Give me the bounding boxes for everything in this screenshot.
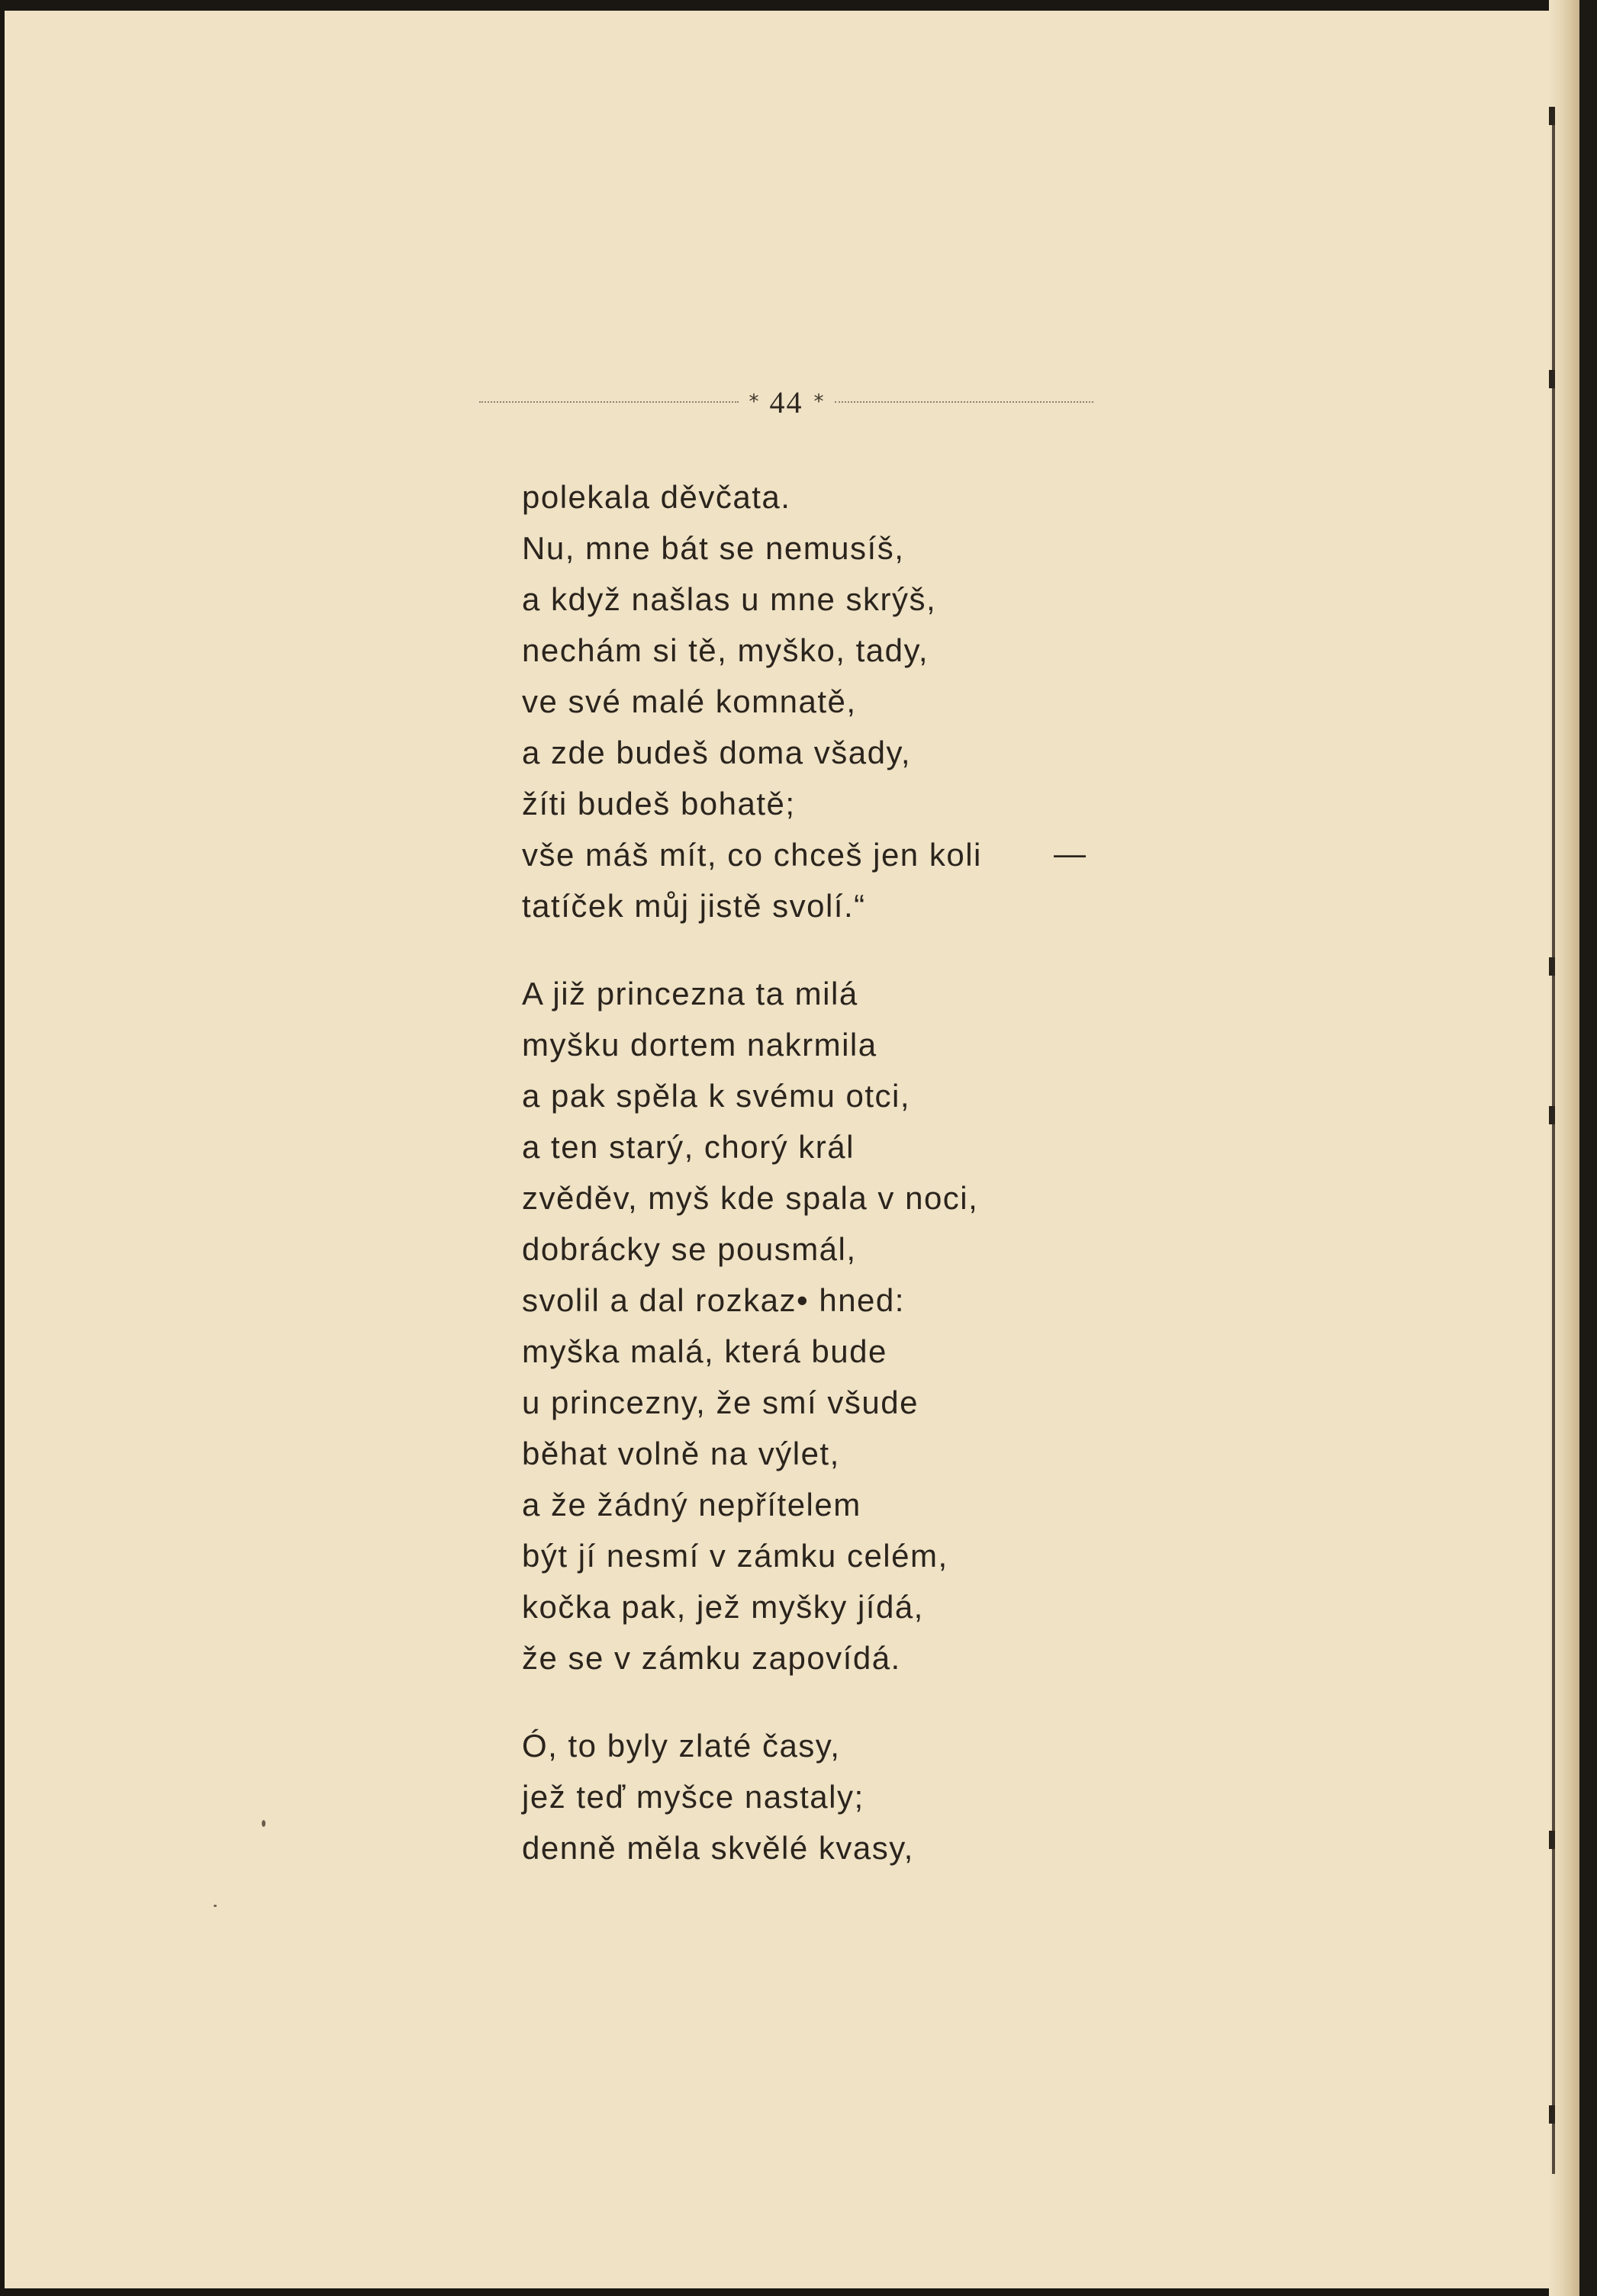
verse-line: být jí nesmí v zámku celém, (522, 1538, 948, 1574)
verse-line: a ten starý, chorý král (522, 1129, 855, 1165)
spine-mark (1549, 107, 1555, 125)
verse-line: ve své malé komnatě, (522, 683, 857, 719)
scan-border-right (1579, 0, 1597, 2296)
verse-line: Nu, mne bát se nemusíš, (522, 530, 905, 566)
verse-line: myšku dortem nakrmila (522, 1027, 877, 1063)
star-ornament-icon: * (813, 391, 824, 413)
header-rule-right (835, 401, 1094, 403)
verse-line: jež teď myšce nastaly; (522, 1779, 865, 1815)
verse-line: dobrácky se pousmál, (522, 1231, 857, 1267)
paper-speck (262, 1820, 266, 1827)
stanza-break (522, 931, 1384, 968)
verse-line: a když našlas u mne skrýš, (522, 581, 937, 617)
stanza (522, 1720, 1384, 1873)
verse-line: a pak spěla k svému otci, (522, 1078, 911, 1114)
spine-shadow-line (1552, 114, 1555, 2174)
verse-line: zvěděv, myš kde spala v noci, (522, 1180, 979, 1216)
verse-line: A již princezna ta milá (522, 976, 858, 1011)
stanza (522, 968, 1384, 1683)
verse-line: polekala děvčata. (522, 479, 791, 515)
verse-line: denně měla skvělé kvasy, (522, 1830, 914, 1866)
header-rule-left (479, 401, 739, 403)
spine-mark (1549, 370, 1555, 388)
spine-mark (1549, 2105, 1555, 2124)
spine-mark (1549, 957, 1555, 976)
page-header (479, 385, 1093, 419)
scan-border-bottom (0, 2288, 1597, 2296)
verse-line: a zde budeš doma všady, (522, 735, 912, 770)
page-number: 44 (769, 384, 803, 420)
verse-line: kočka pak, jež myšky jídá, (522, 1589, 924, 1625)
spine-mark (1549, 1831, 1555, 1849)
stanza-break (522, 1683, 1384, 1720)
stanza (522, 471, 1384, 931)
verse-line: nechám si tě, myško, tady, (522, 632, 929, 668)
scan-border-top (0, 0, 1597, 11)
paper-speck (214, 1905, 217, 1907)
verse-line: u princezny, že smí všude (522, 1384, 919, 1420)
star-ornament-icon: * (749, 391, 759, 413)
verse-line: svolil a dal rozkaz• hned: (522, 1282, 905, 1318)
verse-line: běhat volně na výlet, (522, 1436, 840, 1471)
verse-line: myška malá, která bude (522, 1333, 887, 1369)
verse-line: že se v zámku zapovídá. (522, 1640, 901, 1676)
verse-line: vše máš mít, co chceš jen koli (522, 837, 982, 873)
poem-text (522, 471, 1384, 1873)
trailing-dash: — (1054, 835, 1086, 871)
spine-mark (1549, 1106, 1555, 1124)
verse-line: a že žádný nepřítelem (522, 1487, 861, 1523)
verse-line: Ó, to byly zlaté časy, (522, 1728, 841, 1764)
verse-line: tatíček můj jistě svolí.“ (522, 888, 866, 924)
scan-border-left (0, 0, 5, 2296)
verse-line: žíti budeš bohatě; (522, 786, 796, 822)
